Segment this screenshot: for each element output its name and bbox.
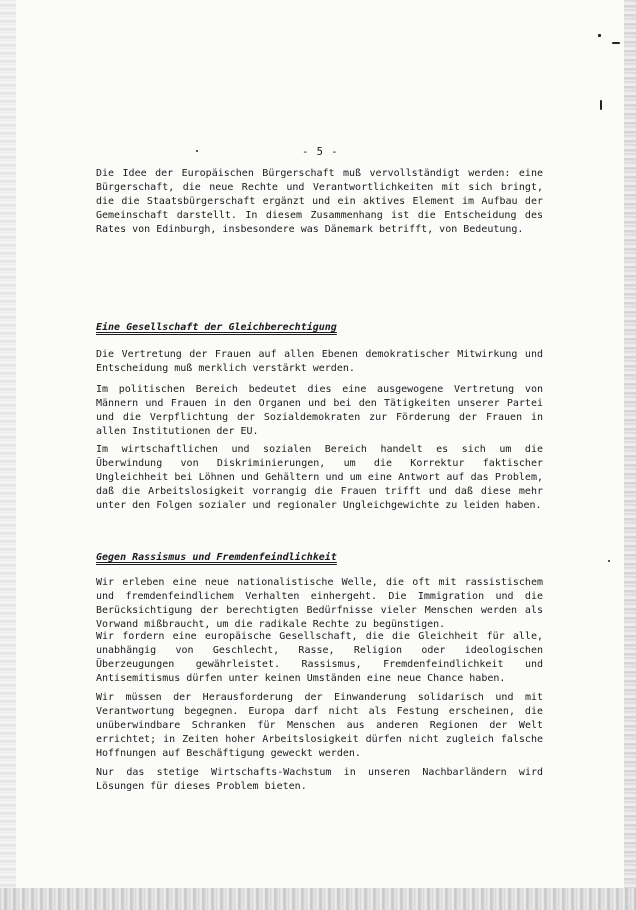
heading-rassismus: Gegen Rassismus und Fremdenfeindlichkeit: [96, 552, 337, 563]
paragraph-vertretung-frauen: Die Vertretung der Frauen auf allen Ebenen demokratischer Mitwirkung und Entscheidung muß merklich verstärkt werden.: [96, 349, 543, 374]
paragraph-nationalistische-welle: Wir erleben eine neue nationalistische Welle, die oft mit rassistischem und fremdenfeindlichem Verhalten einhergeht. Die Immigration und die Berücksichtigung der berechtigten Bedürfnisse vieler Menschen werden als Vorwand mißbraucht, um die radikale Rechte zu begünstigen.: [96, 577, 543, 630]
scan-edge-right: [624, 0, 636, 910]
scan-edge-bottom: [0, 888, 636, 910]
scan-artifact: [598, 34, 601, 37]
paragraph-wirtschaftlicher-bereich: Im wirtschaftlichen und sozialen Bereich handelt es sich um die Überwindung von Diskriminierungen, um die Korrektur faktischer Ungleichheit bei Löhnen und Gehältern und um eine Antwort auf das Problem, daß die Arbeitslosigkeit vorrangig die Frauen trifft und daß diese mehr unter den Folgen sozialer und regionaler Ungleichgewichte zu leiden haben.: [96, 444, 543, 511]
paragraph-europaeische-gesellschaft: Wir fordern eine europäische Gesellschaft, die die Gleichheit für alle, unabhängig von Geschlecht, Rasse, Religion oder ideologischen Überzeugungen gewährleistet. Rassismus, Fremdenfeindlichkeit und Antisemitismus dürfen unter keinen Umständen eine neue Chance haben.: [96, 631, 543, 684]
scan-artifact: [608, 560, 610, 562]
scan-artifact: [612, 42, 620, 44]
heading-gleichberechtigung: Eine Gesellschaft der Gleichberechtigung: [96, 322, 337, 333]
scan-artifact: [196, 150, 198, 152]
paragraph-wirtschaftswachstum: Nur das stetige Wirtschafts-Wachstum in unseren Nachbarländern wird Lösungen für dieses Problem bieten.: [96, 767, 543, 792]
paragraph-politischer-bereich: Im politischen Bereich bedeutet dies eine ausgewogene Vertretung von Männern und Frauen in den Organen und bei den Tätigkeiten unserer Partei und die Verpflichtung der Sozialdemokraten zur Förderung der Frauen in allen Institutionen der EU.: [96, 384, 543, 437]
paragraph-buergerschaft: Die Idee der Europäischen Bürgerschaft muß vervollständigt werden: eine Bürgerschaft, die neue Rechte und Verantwortlichkeiten mit sich bringt, die die Staatsbürgerschaft ergänzt und ein aktives Element im Aufbau der Gemeinschaft darstellt. In diesem Zusammenhang ist die Entscheidung des Rates von Edinburgh, insbesondere was Dänemark betrifft, von Bedeutung.: [96, 168, 543, 235]
page-number: - 5 -: [302, 146, 339, 158]
paragraph-einwanderung: Wir müssen der Herausforderung der Einwanderung solidarisch und mit Verantwortung begegnen. Europa darf nicht als Festung erscheinen, die unüberwindbare Schranken für Menschen aus anderen Regionen der Welt errichtet; in Zeiten hoher Arbeitslosigkeit dürfen nicht zugleich falsche Hoffnungen auf Beschäftigung geweckt werden.: [96, 692, 543, 759]
scan-artifact: [600, 100, 602, 110]
scan-edge-left: [0, 0, 16, 910]
